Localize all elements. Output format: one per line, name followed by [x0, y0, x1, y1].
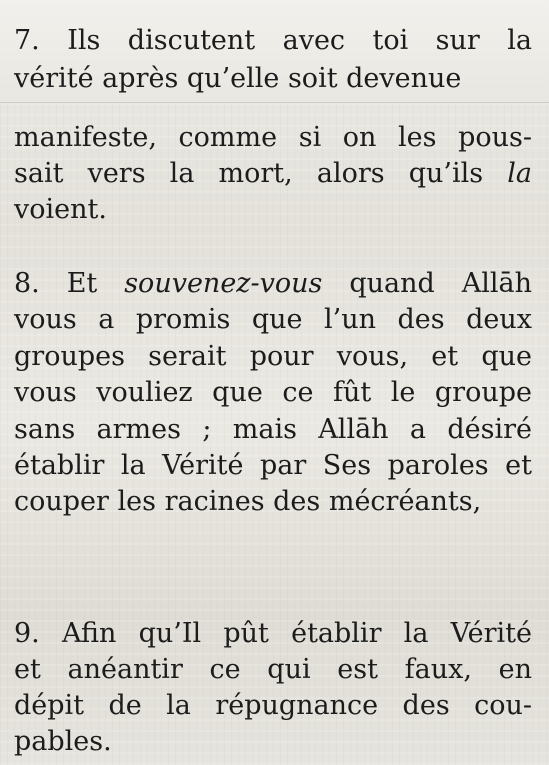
- verse-8-line-6: établir la Vérité par Ses paroles et: [14, 450, 532, 482]
- verse-8-line-7: couper les racines des mécréants,: [14, 486, 482, 518]
- verse-7-line-5: voient.: [14, 194, 107, 225]
- verse-7-line-3: manifeste, comme si on les pous-: [14, 122, 532, 153]
- verse-8-line-1-start: 8. Et: [14, 268, 125, 299]
- verse-9-line-1: 9. Afin qu’Il pût établir la Vérité: [14, 618, 532, 649]
- verse-8-line-3: groupes serait pour vous, et que: [14, 340, 532, 372]
- verse-8-line-1-end: quand Allāh: [322, 268, 532, 299]
- verse-9-line-4: pables.: [14, 726, 112, 757]
- verse-9: [14, 616, 532, 760]
- verse-8-line-2: vous a promis que l’un des deux: [14, 304, 532, 336]
- verse-7-line-1: 7. Ils discutent avec toi sur la: [14, 25, 532, 56]
- verse-8-line-5: sans armes ; mais Allāh a désiré: [14, 413, 532, 445]
- verse-9-line-3: dépit de la répugnance des cou-: [14, 690, 532, 721]
- verse-8-line-4: vous vouliez que ce fût le groupe: [14, 377, 532, 409]
- verse-7-part-1: [14, 22, 532, 98]
- verse-9-line-2: et anéantir ce qui est faux, en: [14, 654, 532, 685]
- verse-7-line-4: [14, 156, 532, 192]
- verse-7-part-2: [14, 120, 532, 228]
- verse-7-emphasis: la: [507, 158, 532, 189]
- verse-7-line-2: vérité après qu’elle soit devenue: [14, 63, 462, 94]
- verse-8-line-1: [14, 266, 532, 302]
- verse-8: [14, 266, 532, 521]
- verse-7-line-4-text: sait vers la mort, alors qu’ils: [14, 158, 508, 189]
- verse-8-emphasis: souvenez-vous: [124, 268, 323, 299]
